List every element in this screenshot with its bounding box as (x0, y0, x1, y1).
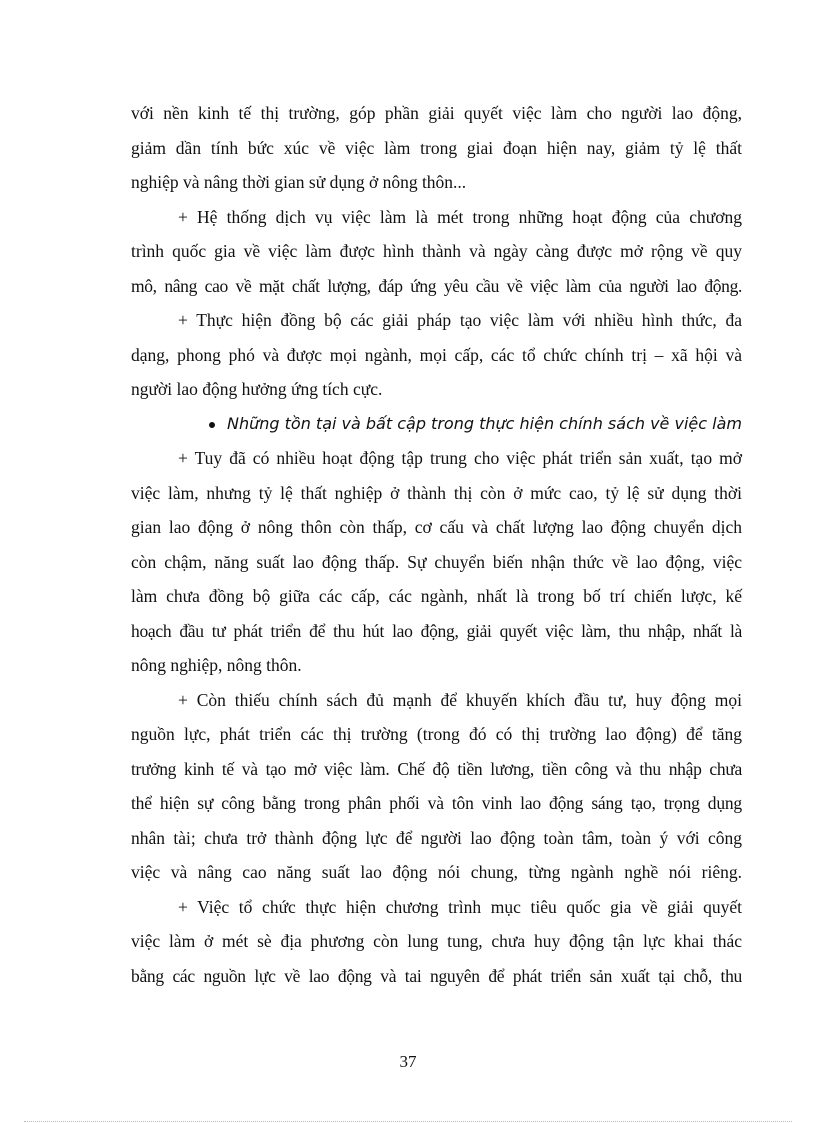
text-line-8: dạng, phong phó và được mọi ngành, mọi cấp, các tổ chức chính trị – xã hội và (131, 344, 742, 365)
text-line-14: còn chậm, năng suất lao động thấp. Sự chuyển biến nhận thức về lao động, việc (131, 551, 742, 572)
text-line-20: trưởng kinh tế và tạo mở việc làm. Chế độ tiền lương, tiền công và thu nhập chưa (131, 758, 742, 779)
text-line-19: nguồn lực, phát triển các thị trường (trong đó có thị trường lao động) để tăng (131, 724, 742, 744)
text-line-26: bằng các nguồn lực về lao động và tai nguyên để phát triển sản xuất tại chỗ, thu (131, 965, 742, 986)
text-line-4: + Hệ thống dịch vụ việc làm là mét trong những hoạt động của chương (178, 206, 742, 227)
text-line-11: + Tuy đã có nhiều hoạt động tập trung cho việc phát triển sản xuất, tạo mở (178, 448, 742, 468)
text-line-6: mô, nâng cao về mặt chất lượng, đáp ứng yêu cầu về việc làm của người lao động. (131, 275, 742, 296)
page-bottom-rule (24, 1121, 792, 1122)
page-number: 37 (399, 1052, 417, 1071)
text-line-1: với nền kinh tế thị trường, góp phần giải quyết việc làm cho người lao động, (131, 103, 742, 123)
text-line-2: giảm dần tính bức xúc về việc làm trong giai đoạn hiện nay, giảm tỷ lệ thất (131, 137, 742, 158)
text-line-18: + Còn thiếu chính sách đủ mạnh để khuyến khích đầu tư, huy động mọi (178, 689, 742, 710)
body-text (131, 96, 742, 993)
text-line-21: thể hiện sự công bằng trong phân phối và tôn vinh lao động sáng tạo, trọng dụng (131, 793, 742, 813)
text-line-3: nghiệp và nâng thời gian sử dụng ở nông thôn... (131, 172, 467, 192)
text-line-7: + Thực hiện đồng bộ các giải pháp tạo việc làm với nhiều hình thức, đa (178, 310, 742, 330)
bullet-heading (131, 407, 742, 442)
text-line-13: gian lao động ở nông thôn còn thấp, cơ cấu và chất lượng lao động chuyển dịch (131, 517, 742, 537)
text-line-9: người lao động hưởng ứng tích cực. (131, 379, 383, 399)
bullet-heading-text: Những tồn tại và bất cập trong thực hiện chính sách về việc làm (227, 413, 742, 433)
text-line-12: việc làm, nhưng tỷ lệ thất nghiệp ở thành thị còn ở mức cao, tỷ lệ sử dụng thời (131, 482, 742, 503)
text-line-25: việc làm ở mét sè địa phương còn lung tung, chưa huy động tận lực khai thác (131, 931, 742, 951)
text-line-16: hoạch đầu tư phát triển để thu hút lao động, giải quyết việc làm, thu nhập, nhất là (131, 620, 742, 641)
text-line-23: việc và nâng cao năng suất lao động nói chung, từng ngành nghề nói riêng. (131, 862, 742, 882)
text-line-17: nông nghiệp, nông thôn. (131, 655, 302, 675)
text-line-5: trình quốc gia về việc làm được hình thành và ngày càng được mở rộng về quy (131, 241, 742, 261)
text-line-24: + Việc tổ chức thực hiện chương trình mục tiêu quốc gia về giải quyết (178, 896, 742, 917)
text-line-15: làm chưa đồng bộ giữa các cấp, các ngành, nhất là trong bố trí chiến lược, kế (131, 586, 742, 606)
text-line-22: nhân tài; chưa trở thành động lực để người lao động toàn tâm, toàn ý với công (131, 827, 742, 848)
bullet-icon (209, 422, 215, 428)
